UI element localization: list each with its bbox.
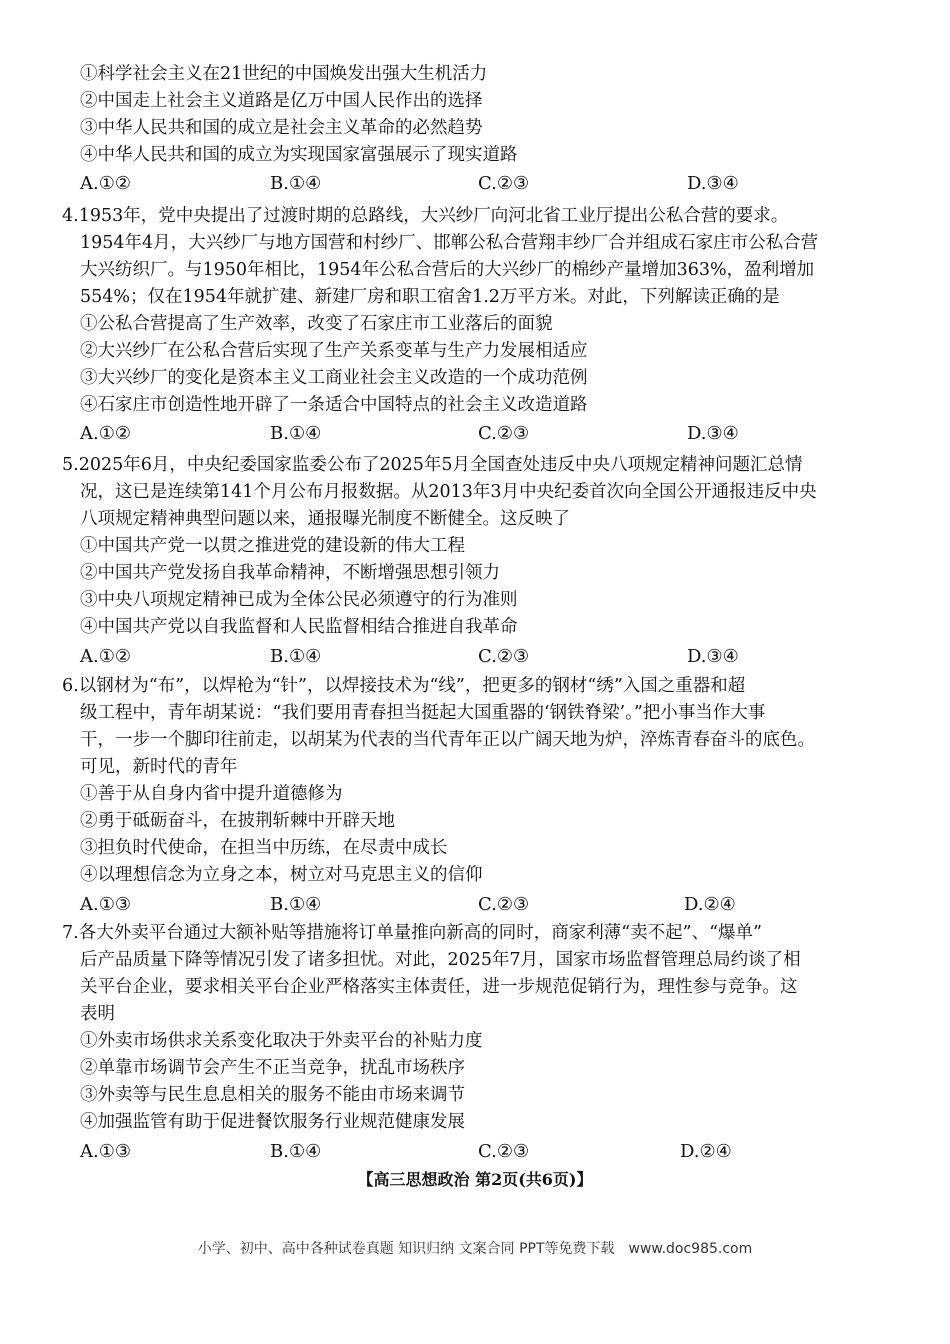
- q5-choice-c: C.②③: [478, 646, 530, 667]
- q4-option-1: ①公私合营提高了生产效率，改变了石家庄市工业落后的面貌: [80, 314, 553, 334]
- q4-stem-line-2: 1954年4月，大兴纱厂与地方国营和村纱厂、邯郸公私合营翔丰纱厂合并组成石家庄市公私合营: [80, 233, 819, 253]
- q7-choice-a: A.①③: [80, 1141, 131, 1162]
- q6-option-4: ④以理想信念为立身之本，树立对马克思主义的信仰: [80, 865, 483, 885]
- q4-choice-d: D.③④: [687, 423, 739, 444]
- q4-stem-line-4: 554%；仅在1954年就扩建、新建厂房和职工宿舍1.2万平方米。对此，下列解读正确的是: [80, 287, 780, 307]
- q7-option-4: ④加强监管有助于促进餐饮服务行业规范健康发展: [80, 1112, 465, 1132]
- q7-stem-line-4: 表明: [80, 1004, 115, 1024]
- q5-option-3: ③中央八项规定精神已成为全体公民必须遵守的行为准则: [80, 590, 518, 610]
- q4-choice-c: C.②③: [478, 423, 530, 444]
- q5-option-1: ①中国共产党一以贯之推进党的建设新的伟大工程: [80, 536, 465, 556]
- q3-option-1: ①科学社会主义在21世纪的中国焕发出强大生机活力: [80, 64, 488, 84]
- q7-stem-line-3: 关平台企业，要求相关平台企业严格落实主体责任，进一步规范促销行为，理性参与竞争。这: [80, 977, 798, 997]
- q3-choice-a: A.①②: [80, 173, 131, 194]
- q4-choices: [80, 420, 880, 448]
- q5-stem-line-1: 5.2025年6月，中央纪委国家监委公布了2025年5月全国查处违反中央八项规定精神问题汇总情: [62, 455, 803, 475]
- q4-option-3: ③大兴纱厂的变化是资本主义工商业社会主义改造的一个成功范例: [80, 368, 588, 388]
- q4-option-4: ④石家庄市创造性地开辟了一条适合中国特点的社会主义改造道路: [80, 395, 588, 415]
- q5-stem-line-3: 八项规定精神典型问题以来，通报曝光制度不断健全。这反映了: [80, 509, 570, 529]
- q3-choice-c: C.②③: [478, 173, 530, 194]
- q3-choice-b: B.①④: [270, 173, 322, 194]
- q6-choice-c: C.②③: [478, 894, 530, 915]
- q6-choices: [80, 891, 880, 919]
- q3-option-2: ②中国走上社会主义道路是亿万中国人民作出的选择: [80, 91, 483, 111]
- q7-stem-line-2: 后产品质量下降等情况引发了诸多担忧。对此，2025年7月，国家市场监督管理总局约谈了相: [80, 950, 801, 970]
- q6-stem-line-4: 可见，新时代的青年: [80, 757, 238, 777]
- q5-choices: [80, 643, 880, 671]
- q4-stem-line-1: 4.1953年，党中央提出了过渡时期的总路线，大兴纱厂向河北省工业厅提出公私合营的要求。: [62, 206, 789, 226]
- q5-choice-a: A.①②: [80, 646, 131, 667]
- q7-choice-c: C.②③: [478, 1141, 530, 1162]
- q4-choice-b: B.①④: [270, 423, 322, 444]
- q3-choice-d: D.③④: [687, 173, 739, 194]
- page-footer: 【高三思想政治 第2页(共6页)】: [357, 1170, 593, 1189]
- q5-choice-d: D.③④: [687, 646, 739, 667]
- q4-stem-line-3: 大兴纺织厂。与1950年相比，1954年公私合营后的大兴纱厂的棉纱产量增加363%，盈利增加: [80, 260, 815, 280]
- q5-option-4: ④中国共产党以自我监督和人民监督相结合推进自我革命: [80, 617, 518, 637]
- q4-option-2: ②大兴纱厂在公私合营后实现了生产关系变革与生产力发展相适应: [80, 341, 588, 361]
- q5-option-2: ②中国共产党发扬自我革命精神，不断增强思想引领力: [80, 563, 500, 583]
- watermark-text: 小学、初中、高中各种试卷真题 知识归纳 文案合同 PPT等免费下载 www.doc985.com: [197, 1241, 753, 1257]
- q6-option-3: ③担负时代使命，在担当中历练，在尽责中成长: [80, 838, 448, 858]
- q6-stem-line-2: 级工程中，青年胡某说：“我们要用青春担当挺起大国重器的‘钢铁脊梁’。”把小事当作大事: [80, 703, 766, 723]
- q7-choice-b: B.①④: [270, 1141, 322, 1162]
- q7-option-3: ③外卖等与民生息息相关的服务不能由市场来调节: [80, 1085, 465, 1105]
- q6-choice-a: A.①③: [80, 894, 131, 915]
- q7-option-2: ②单靠市场调节会产生不正当竞争，扰乱市场秩序: [80, 1058, 465, 1078]
- q6-option-1: ①善于从自身内省中提升道德修为: [80, 784, 343, 804]
- q3-option-3: ③中华人民共和国的成立是社会主义革命的必然趋势: [80, 118, 483, 138]
- q5-stem-line-2: 况，这已是连续第141个月公布月报数据。从2013年3月中央纪委首次向全国公开通报违反中央: [80, 482, 817, 502]
- q6-stem-line-3: 干，一步一个脚印往前走，以胡某为代表的当代青年正以广阔天地为炉，淬炼青春奋斗的底色。: [80, 730, 815, 750]
- q7-stem-line-1: 7.各大外卖平台通过大额补贴等措施将订单量推向新高的同时，商家利薄“卖不起”、“爆单”: [62, 923, 762, 943]
- q3-option-4: ④中华人民共和国的成立为实现国家富强展示了现实道路: [80, 145, 518, 165]
- q7-option-1: ①外卖市场供求关系变化取决于外卖平台的补贴力度: [80, 1031, 483, 1051]
- q5-choice-b: B.①④: [270, 646, 322, 667]
- q6-choice-b: B.①④: [270, 894, 322, 915]
- q6-option-2: ②勇于砥砺奋斗，在披荆斩棘中开辟天地: [80, 811, 395, 831]
- q4-choice-a: A.①②: [80, 423, 131, 444]
- q6-stem-line-1: 6.以钢材为“布”，以焊枪为“针”，以焊接技术为“线”，把更多的钢材“绣”入国之重器和超: [62, 676, 746, 696]
- q7-choice-d: D.②④: [680, 1141, 732, 1162]
- q6-choice-d: D.②④: [684, 894, 736, 915]
- q3-choices: [80, 170, 880, 198]
- q7-choices: [80, 1138, 880, 1166]
